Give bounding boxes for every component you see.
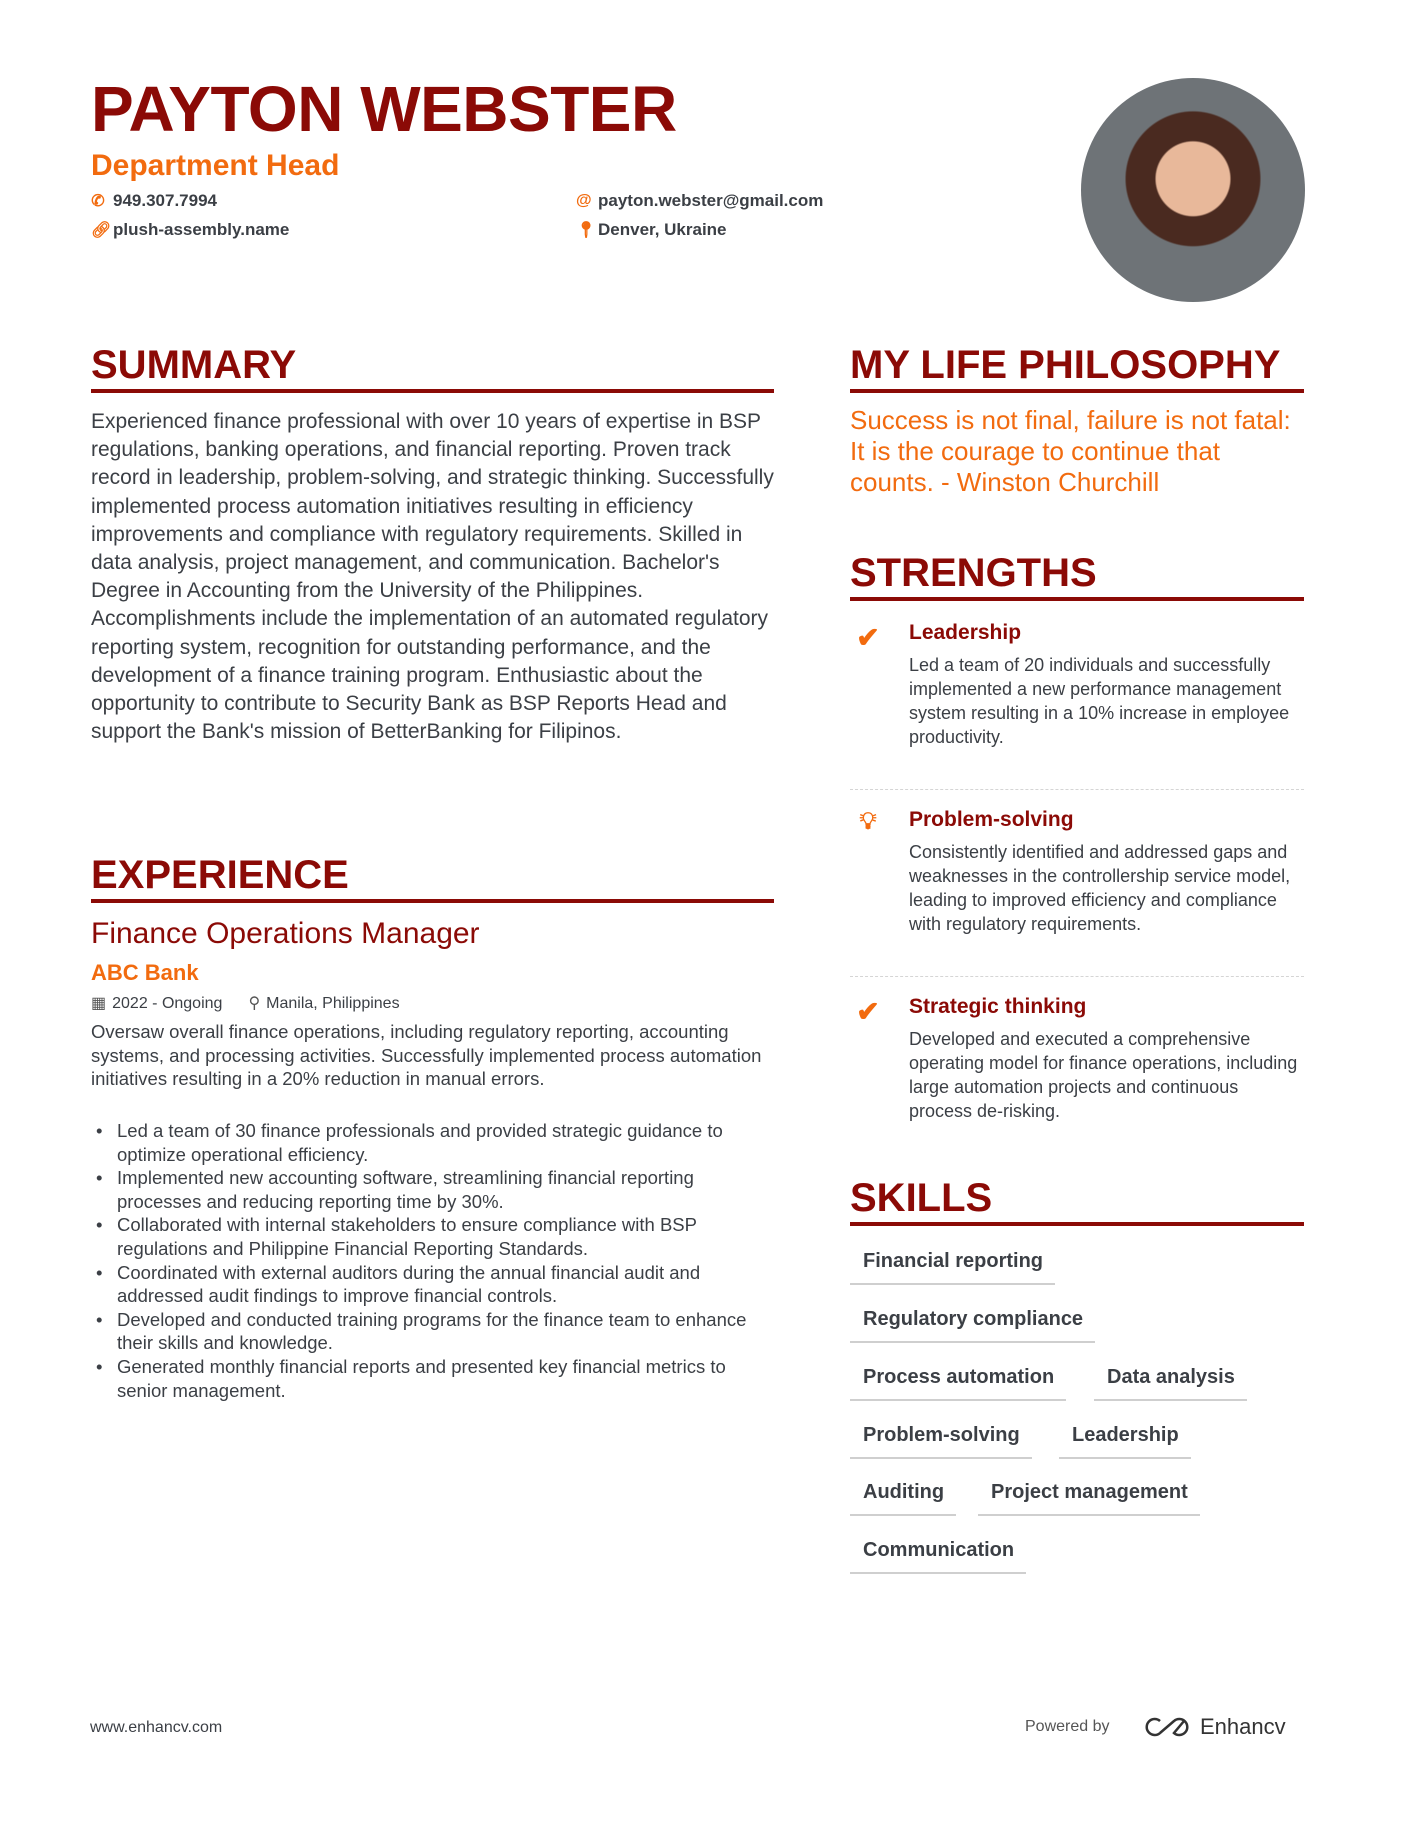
lightbulb-icon: 💡︎ bbox=[859, 808, 877, 835]
skill-tag: Data analysis bbox=[1094, 1366, 1247, 1401]
phone-icon: ✆ bbox=[91, 193, 105, 210]
website[interactable] bbox=[91, 220, 289, 240]
strength-title: Leadership bbox=[909, 621, 1022, 644]
bullet: • Led a team of 30 finance professionals and provided strategic guidance to optimize operational efficiency. bbox=[91, 1119, 781, 1166]
divider bbox=[850, 597, 1304, 601]
bullet: • Developed and conducted training programs for the finance team to enhance their skills and knowledge. bbox=[91, 1308, 781, 1355]
strength-text: Consistently identified and addressed gaps and weaknesses in the controllership service model, leading to improved efficiency and compliance with regulatory requirements. bbox=[909, 842, 1291, 934]
strength-item bbox=[850, 995, 1304, 1123]
website-link[interactable]: plush-assembly.name bbox=[113, 220, 290, 239]
email-link[interactable]: payton.webster@gmail.com bbox=[598, 191, 824, 210]
enhancv-brand: Enhancv bbox=[1200, 1714, 1286, 1739]
job-bullets bbox=[91, 1119, 781, 1402]
footer-website[interactable]: www.enhancv.com bbox=[90, 1719, 223, 1736]
divider bbox=[850, 389, 1304, 393]
job-description: Oversaw overall finance operations, including regulatory reporting, accounting systems, and processing activities. Successfully implemented process automation initiatives resulting in a 20% reduction in manual errors. bbox=[91, 1021, 762, 1090]
powered-by: Powered by bbox=[1025, 1718, 1110, 1735]
skill-tag: Leadership bbox=[1059, 1424, 1191, 1459]
skill-tag: Process automation bbox=[850, 1366, 1066, 1401]
location bbox=[576, 220, 727, 240]
bullet: • Generated monthly financial reports and presented key financial metrics to senior management. bbox=[91, 1355, 781, 1402]
email[interactable] bbox=[576, 191, 823, 211]
job-location: Manila, Philippines bbox=[266, 995, 400, 1012]
strength-item bbox=[850, 621, 1304, 749]
strength-text: Developed and executed a comprehensive operating model for finance operations, including large automation projects and continuous process de-risking. bbox=[909, 1029, 1298, 1121]
skill-tag: Financial reporting bbox=[850, 1250, 1055, 1285]
company-name: ABC Bank bbox=[91, 960, 199, 985]
summary-heading: SUMMARY bbox=[91, 343, 297, 387]
enhancv-logo[interactable] bbox=[1144, 1714, 1286, 1740]
job-dates: 2022 - Ongoing bbox=[112, 995, 223, 1012]
divider bbox=[850, 1222, 1304, 1226]
divider bbox=[91, 389, 774, 393]
strengths-heading: STRENGTHS bbox=[850, 551, 1097, 595]
check-icon: ✔ bbox=[856, 622, 880, 653]
skills-heading: SKILLS bbox=[850, 1176, 993, 1220]
enhancv-logo-icon bbox=[1144, 1715, 1190, 1739]
dashed-divider bbox=[850, 789, 1304, 790]
experience-heading: EXPERIENCE bbox=[91, 853, 349, 897]
dashed-divider bbox=[850, 976, 1304, 977]
job-meta bbox=[91, 993, 400, 1013]
location-pin-icon: 📍︎ bbox=[576, 222, 597, 239]
strength-item bbox=[850, 808, 1304, 936]
philosophy-heading: MY LIFE PHILOSOPHY bbox=[850, 343, 1281, 387]
skill-tag: Problem-solving bbox=[850, 1424, 1032, 1459]
candidate-title: Department Head bbox=[91, 149, 340, 182]
phone-text: 949.307.7994 bbox=[113, 191, 217, 210]
link-icon: 🔗︎ bbox=[91, 222, 112, 239]
calendar-icon: ▦ bbox=[91, 995, 107, 1012]
skill-tag: Auditing bbox=[850, 1481, 956, 1516]
skill-tag: Project management bbox=[978, 1481, 1200, 1516]
strength-text: Led a team of 20 individuals and successfully implemented a new performance management system resulting in a 10% increase in employee productivity. bbox=[909, 655, 1290, 747]
strength-title: Strategic thinking bbox=[909, 995, 1087, 1018]
check-icon: ✔ bbox=[856, 996, 880, 1027]
bullet: • Collaborated with internal stakeholders to ensure compliance with BSP regulations and Philippine Financial Reporting Standards. bbox=[91, 1213, 781, 1260]
profile-photo bbox=[1081, 78, 1305, 302]
at-icon: @ bbox=[576, 192, 592, 209]
bullet: • Implemented new accounting software, streamlining financial reporting processes and reducing reporting time by 30%. bbox=[91, 1166, 781, 1213]
location-pin-icon: ⚲ bbox=[248, 995, 261, 1012]
skill-tag: Regulatory compliance bbox=[850, 1308, 1095, 1343]
strength-title: Problem-solving bbox=[909, 808, 1074, 831]
job-title: Finance Operations Manager bbox=[91, 917, 480, 950]
bullet: • Coordinated with external auditors during the annual financial audit and addressed audit findings to improve financial controls. bbox=[91, 1261, 781, 1308]
location-text: Denver, Ukraine bbox=[598, 220, 727, 239]
candidate-name: PAYTON WEBSTER bbox=[91, 73, 677, 145]
divider bbox=[91, 899, 774, 903]
phone bbox=[91, 191, 217, 211]
philosophy-quote: Success is not final, failure is not fatal: It is the courage to continue that counts. - Winston Churchill bbox=[850, 405, 1291, 497]
skill-tag: Communication bbox=[850, 1539, 1026, 1574]
summary-text: Experienced finance professional with over 10 years of expertise in BSP regulations, banking operations, and financial reporting. Proven track record in leadership, problem-solving, and strategic thinking. Successfully implemented process automation initiatives resulting in efficiency improvements and compliance with regulatory requirements. Skilled in data analysis, project management, and communication. Bachelor's Degree in Accounting from the University of the Philippines. Accomplishments include the implementation of an automated regulatory reporting system, recognition for outstanding performance, and the development of a finance training program. Enthusiastic about the opportunity to contribute to Security Bank as BSP Reports Head and support the Bank's mission of BetterBanking for Filipinos. bbox=[91, 410, 774, 744]
